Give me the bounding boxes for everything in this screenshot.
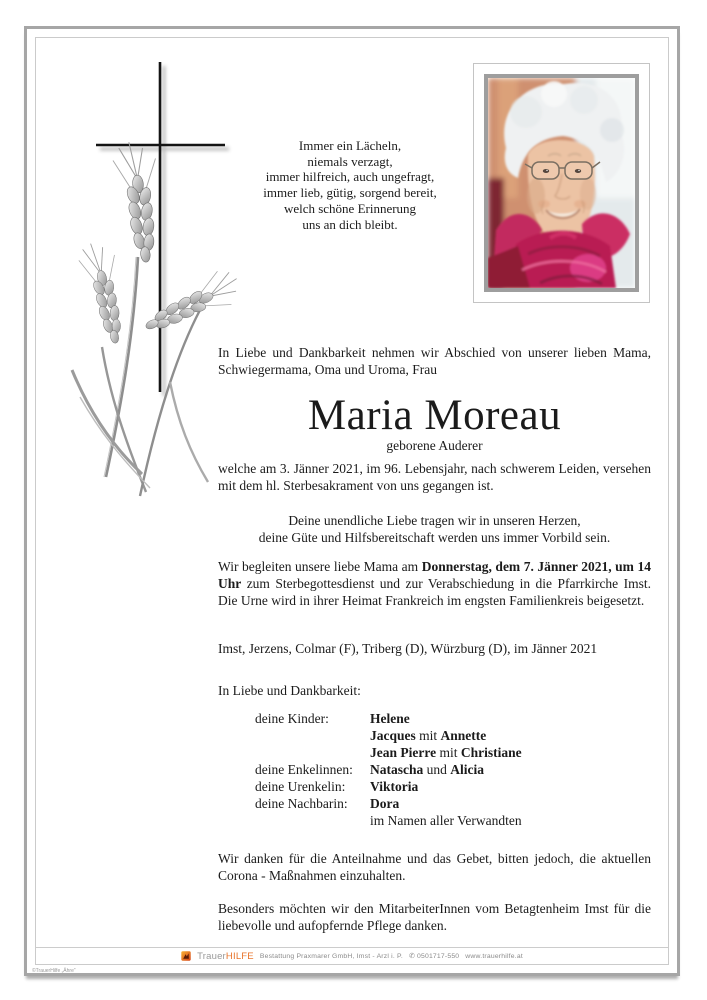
funeral-home-phone: ✆ 0501717-550: [409, 953, 460, 960]
family-relation-label: [255, 812, 370, 829]
family-row: [255, 778, 651, 795]
family-row: [255, 795, 651, 812]
memorial-verse: Deine unendliche Liebe tragen wir in unseren Herzen, deine Güte und Hilfsbereitschaft werden uns immer Vorbild sein.: [258, 513, 611, 545]
family-row: [255, 727, 651, 744]
design-copyright-label: ©TrauerHilfe „Ähre“: [32, 968, 76, 974]
deceased-name: Maria Moreau: [307, 392, 562, 439]
places-and-date-line: Imst, Jerzens, Colmar (F), Triberg (D), Würzburg (D), im Jänner 2021: [218, 641, 598, 656]
family-names: Viktoria: [370, 779, 419, 794]
obituary-inner-frame: [35, 37, 669, 965]
intro-paragraph: In Liebe und Dankbarkeit nehmen wir Abschied von unserer lieben Mama, Schwiegermama, Oma und Uroma, Frau: [218, 345, 651, 377]
family-relation-label: [255, 727, 370, 744]
death-notice-paragraph: welche am 3. Jänner 2021, im 96. Lebensjahr, nach schwerem Leiden, versehen mit dem hl. Sterbesakrament von uns gegangen ist.: [218, 461, 651, 493]
family-relation-label: [255, 744, 370, 761]
family-row: [255, 761, 651, 778]
closing-heading: In Liebe und Dankbarkeit:: [218, 683, 361, 698]
family-names: Dora: [370, 796, 400, 811]
family-relation-label: deine Kinder:: [255, 711, 329, 726]
funeral-home-footer: [36, 947, 668, 964]
trauerhilfe-logo-icon: [181, 951, 191, 961]
funeral-home-brand: TrauerHILFE: [197, 950, 254, 962]
family-names: Jean Pierre mit Christiane: [370, 745, 522, 760]
family-names: im Namen aller Verwandten: [370, 813, 522, 828]
memorial-poem: Immer ein Lächeln, niemals verzagt, immer hilfreich, auch ungefragt, immer lieb, gütig, sorgend bereit, welch schöne Erinnerung uns an dich bleibt.: [263, 138, 437, 232]
family-names: Helene: [370, 711, 410, 726]
family-relation-label: deine Enkelinnen:: [255, 762, 353, 777]
family-relation-label: deine Nachbarin:: [255, 796, 348, 811]
portrait-photo-frame: [473, 63, 650, 303]
funeral-details-paragraph: Wir begleiten unsere liebe Mama am Donnerstag, dem 7. Jänner 2021, um 14 Uhr zum Sterbegottesdienst und zur Verabschiedung in die Pfarrkirche Imst. Die Urne wird in ihrer Heimat Frankreich im engsten Familienkreis beigesetzt.: [218, 559, 651, 608]
maiden-name: geborene Auderer: [386, 438, 483, 453]
obituary-card: [24, 26, 680, 976]
thanks-caregivers-paragraph: Besonders möchten wir den MitarbeiterInnen vom Betagtenheim Imst für die liebevolle und aufopfernde Pflege danken.: [218, 901, 651, 933]
family-list: [218, 710, 651, 829]
phone-icon: ✆: [409, 953, 415, 960]
thanks-corona-paragraph: Wir danken für die Anteilnahme und das Gebet, bitten jedoch, die aktuellen Corona - Maßnahmen einzuhalten.: [218, 851, 651, 883]
family-row: [255, 812, 651, 829]
funeral-home-company: Bestattung Praxmarer GmbH, Imst - Arzl i. P.: [259, 952, 404, 960]
family-names: Jacques mit Annette: [370, 728, 487, 743]
funeral-home-website: www.trauerhilfe.at: [465, 952, 523, 960]
family-names: Natascha und Alicia: [370, 762, 484, 777]
family-relation-label: deine Urenkelin:: [255, 779, 346, 794]
portrait-photo: [484, 74, 639, 292]
family-row: [255, 744, 651, 761]
family-row: [255, 710, 651, 727]
